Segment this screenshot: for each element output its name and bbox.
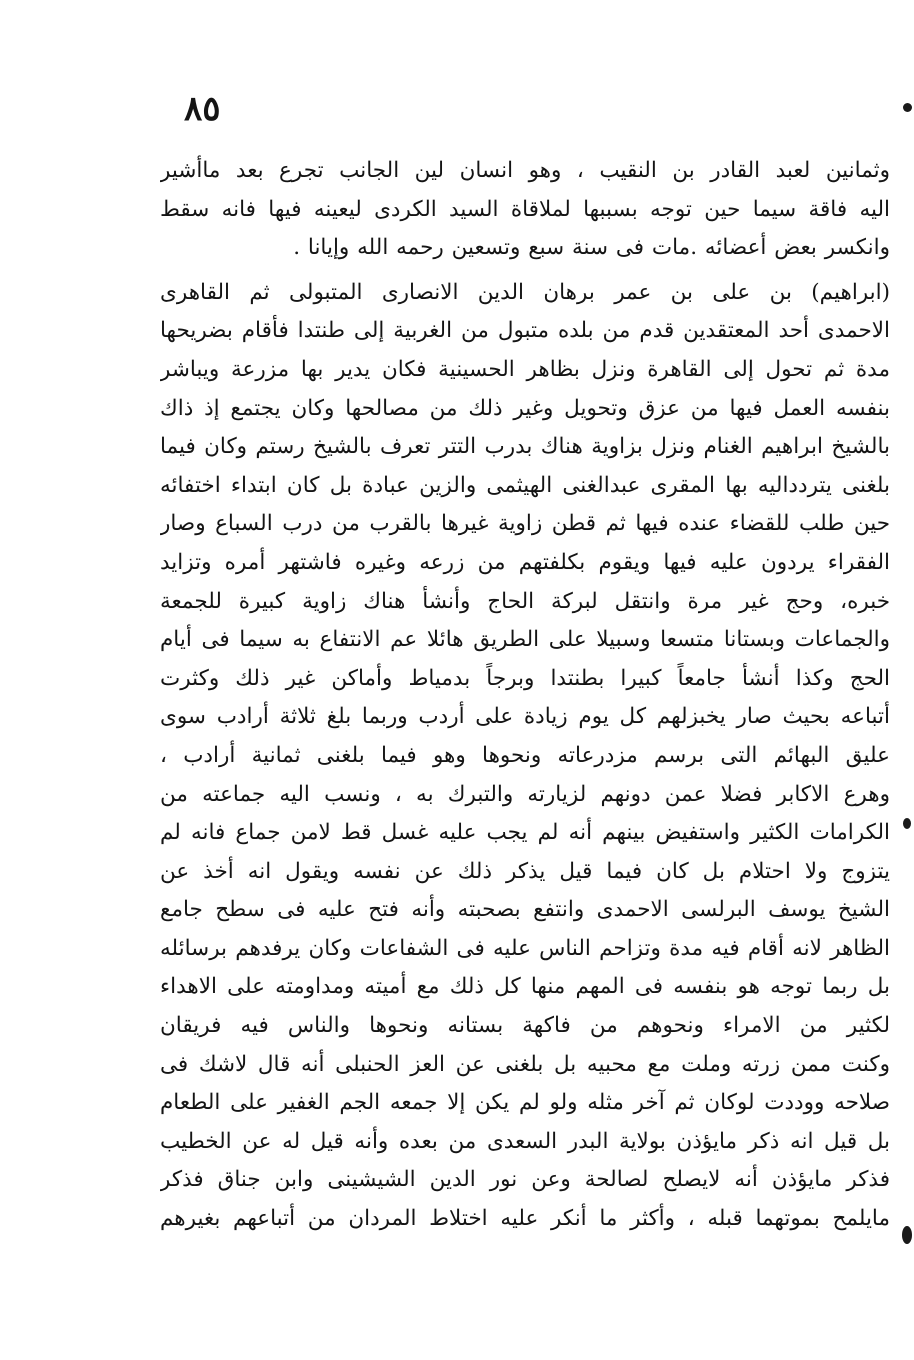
text-line: بل قيل انه ذكر مايؤذن بولاية البدر السعدى من بعده وأنه قيل له عن الخطيب: [160, 1128, 890, 1154]
page-number: ٨٥: [184, 89, 221, 129]
text-line: بل ربما توجه هو بنفسه فى المهم منها كل ذلك مع أميته ومداومته على الاهداء: [160, 974, 890, 1000]
text-line: مايلمح بموتهما قبله ، وأكثر ما أنكر عليه اختلاط المردان من أتباعهم بغيرهم: [160, 1206, 890, 1232]
text-line: بالشيخ ابراهيم الغنام ونزل بزاوية هناك بدرب التتر تعرف بالشيخ رستم وكان فيما: [160, 434, 890, 460]
text-line: وانكسر بعض أعضائه .مات فى سنة سبع وتسعين رحمه الله وإيانا .: [293, 235, 890, 261]
entry-heading-line: (ابراهيم) بن على بن عمر برهان الدين الانصارى المتبولى ثم القاهرى: [160, 279, 890, 305]
text-line: والجماعات وبستانا متسعا وسبيلا على الطريق هائلا عم الانتفاع به سيما فى أيام: [160, 627, 890, 653]
text-line: الشيخ يوسف البرلسى الاحمدى وانتفع بصحبته وأنه فتح عليه فى سطح جامع: [160, 897, 890, 923]
text-line: مدة ثم تحول إلى القاهرة ونزل بظاهر الحسينية فكان يدير بها مزرعة ويباشر: [160, 356, 890, 382]
text-line: أتباعه بحيث صار يخبزلهم كل يوم زيادة على أردب وربما بلغ ثلاثة أرادب سوى: [160, 704, 890, 730]
text-line: يتزوج ولا احتلام بل كان فيما قيل يذكر ذلك عن نفسه ويقول انه أخذ عن: [160, 858, 890, 884]
text-line: الظاهر لانه أقام فيه مدة وتزاحم الناس عليه فى الشفاعات وكان يرفدهم برسائله: [160, 935, 890, 961]
text-line: عليق البهائم التى برسم مزدرعاته ونحوها وهو فيما بلغنى ثمانية أرادب ،: [160, 742, 890, 768]
text-line: وهرع الاكابر فضلا عمن دونهم لزيارته والتبرك به ، ونسب اليه جماعته من: [160, 781, 890, 807]
text-line: اليه فاقة سيما حين توجه بسببها لملاقاة السيد الكردى ليعينه فيها فانه سقط: [160, 196, 890, 222]
text-line: لكثير من الامراء ونحوهم من فاكهة بستانه ونحوها والناس فيه فريقان: [160, 1013, 890, 1039]
text-line: صلاحه ووددت لوكان ثم آخر مثله ولو لم يكن إلا جمعه الجم الغفير على الطعام: [160, 1090, 890, 1116]
body-text: [160, 152, 890, 1239]
margin-ink-dot: [902, 1226, 912, 1244]
text-line: بنفسه العمل فيها من عزق وتحويل وغير ذلك من مصالحها وكان يجتمع إذ ذاك: [160, 395, 890, 421]
margin-ink-dot: [903, 818, 911, 829]
margin-ink-dot: [903, 103, 912, 112]
text-line: بلغنى يتردداليه بها المقرى عبدالغنى الهيثمى والزين عبادة بل كان ابتداء اختفائه: [160, 472, 890, 498]
text-line: وكنت ممن زرته وملت مع محبيه بل بلغنى عن العز الحنبلى أنه قال لاشك فى: [160, 1051, 890, 1077]
text-line: وثمانين لعبد القادر بن النقيب ، وهو انسان لين الجانب تجرع بعد ماأشير: [160, 158, 890, 183]
text-line: الاحمدى أحد المعتقدين قدم من بلده متبول من الغربية إلى طنتدا فأقام بضريحها: [160, 318, 890, 344]
text-line: فذكر مايؤذن أنه لايصلح لصالحة وعن نور الدين الشيشينى وابن جناق فذكر: [160, 1167, 890, 1193]
text-line: الحج وكذا أنشأ جامعاً كبيرا بطنتدا وبرجاً بدمياط وأماكن غير ذلك وكثرت: [160, 665, 890, 691]
text-line: الفقراء يردون عليه فيها ويقوم بكلفتهم من زرعه وغيره فاشتهر أمره وتزايد: [160, 549, 890, 575]
text-line: حين طلب للقضاء عنده فيها ثم قطن زاوية غيرها بالقرب من درب السباع وصار: [160, 511, 890, 537]
text-line: خبره، وحج غير مرة وانتقل لبركة الحاج وأنشأ هناك زاوية كبيرة للجمعة: [160, 588, 890, 614]
text-line: الكرامات الكثير واستفيض بينهم أنه لم يجب عليه غسل قط لامن جماع فانه لم: [160, 820, 890, 846]
